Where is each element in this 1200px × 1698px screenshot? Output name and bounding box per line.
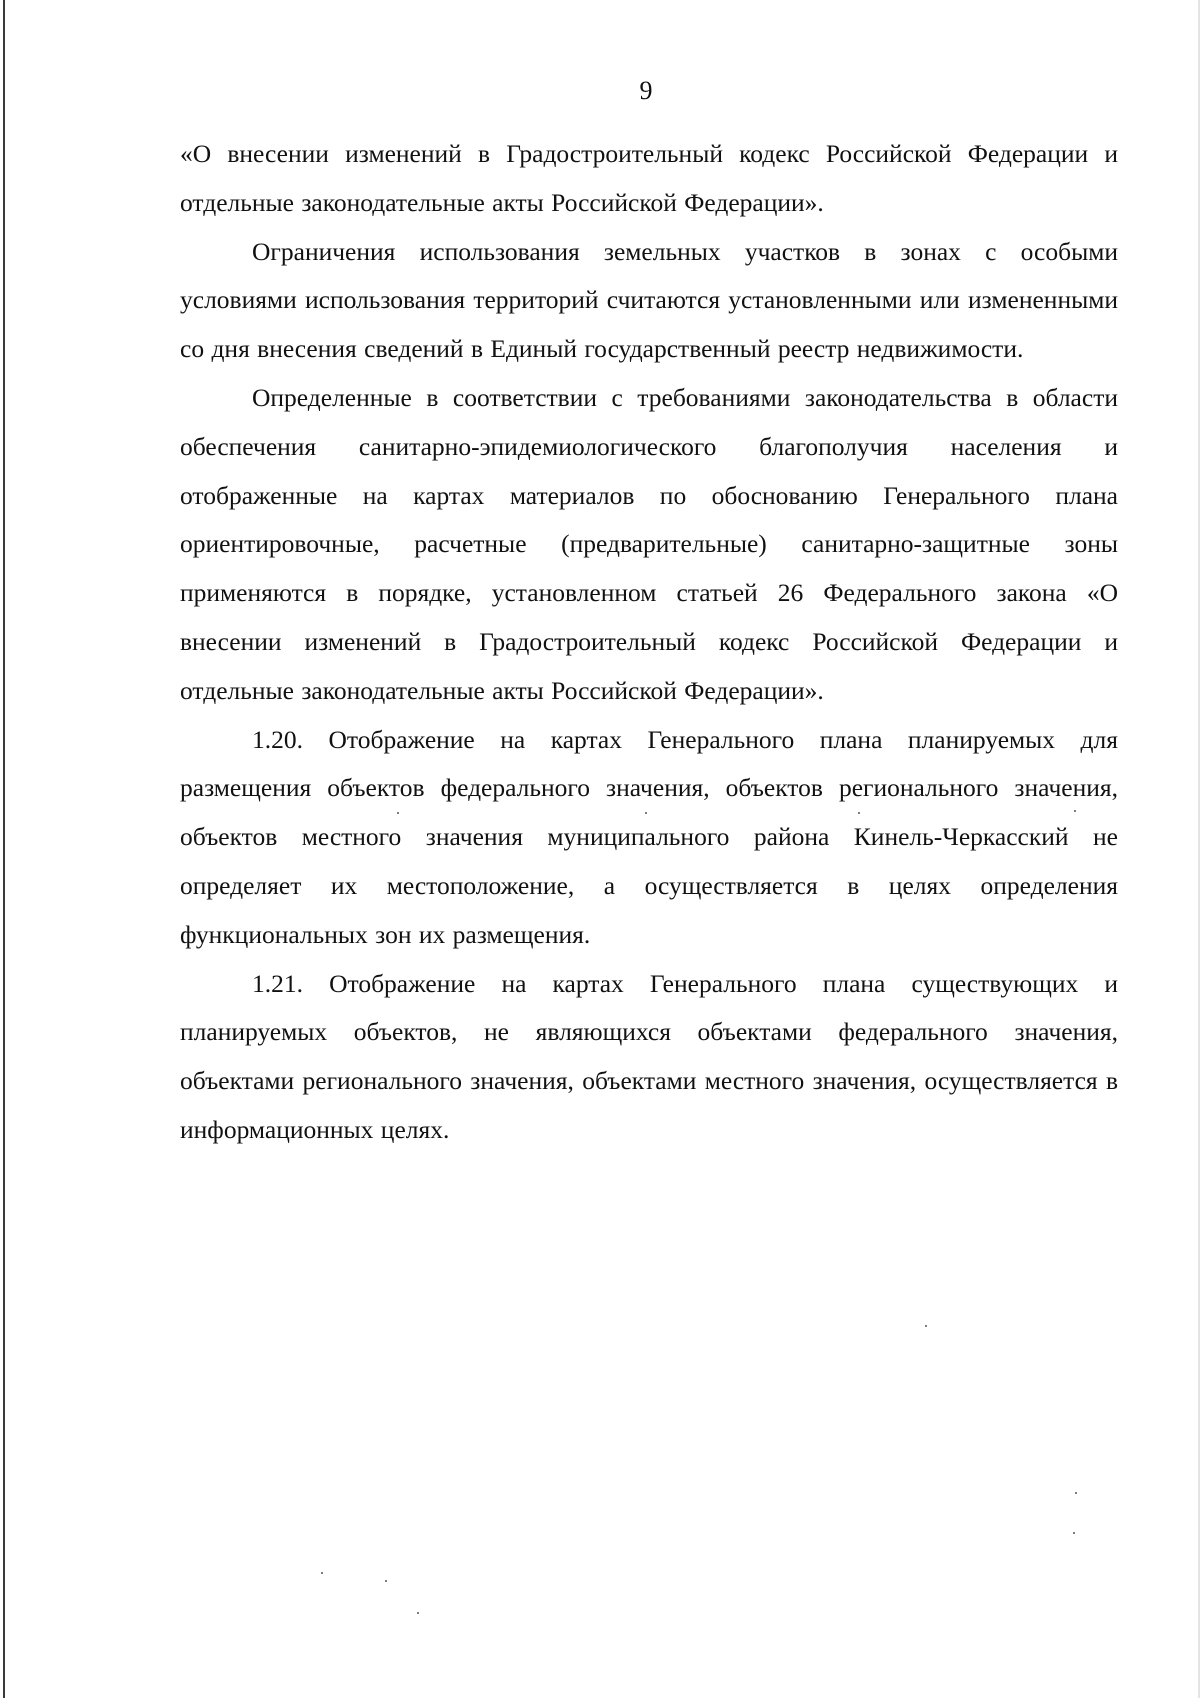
scan-speck xyxy=(1075,1492,1077,1494)
paragraph-sanitary-zones: Определенные в соответствии с требованиями законодательства в области обеспечения санитарно-эпидемиологического благополучия населения и отображенные на картах материалов по обоснованию Генерального плана ориентировочные, расчетные (предварительные) санитарно-защитные зоны применяются в порядке, установленном статьей 26 Федерального закона «О внесении изменений в Градостроительный кодекс Российской Федерации и отдельные законодательные акты Российской Федерации». xyxy=(180,382,1118,705)
scan-speck xyxy=(321,1572,323,1574)
document-body xyxy=(180,130,1118,1155)
paragraph-land-restrictions: Ограничения использования земельных участков в зонах с особыми условиями использования территорий считаются установленными или измененными со дня внесения сведений в Единый государственный реестр недвижимости. xyxy=(180,236,1118,364)
scan-speck xyxy=(1074,810,1076,812)
paragraph-continuation: «О внесении изменений в Градостроительный кодекс Российской Федерации и отдельные законодательные акты Российской Федерации». xyxy=(180,139,1118,217)
scan-speck xyxy=(858,812,860,814)
scan-speck xyxy=(417,1612,419,1614)
scan-speck xyxy=(397,812,399,814)
scan-speck xyxy=(385,1580,387,1582)
page-number: 9 xyxy=(639,76,653,105)
scan-speck xyxy=(925,1325,927,1327)
scan-speck xyxy=(645,812,647,814)
paragraph-1-21: 1.21. Отображение на картах Генерального плана существующих и планируемых объектов, не являющихся объектами федерального значения, объектами регионального значения, объектами местного значения, осуществляется в информационных целях. xyxy=(180,968,1118,1144)
paragraph-1-20: 1.20. Отображение на картах Генерального плана планируемых для размещения объектов федерального значения, объектов регионального значения, объектов местного значения муниципального района Кинель-Черкасский не определяет их местоположение, а осуществляется в целях определения функциональных зон их размещения. xyxy=(180,724,1118,949)
scan-speck xyxy=(1073,1532,1075,1534)
scan-left-edge xyxy=(3,0,5,1698)
